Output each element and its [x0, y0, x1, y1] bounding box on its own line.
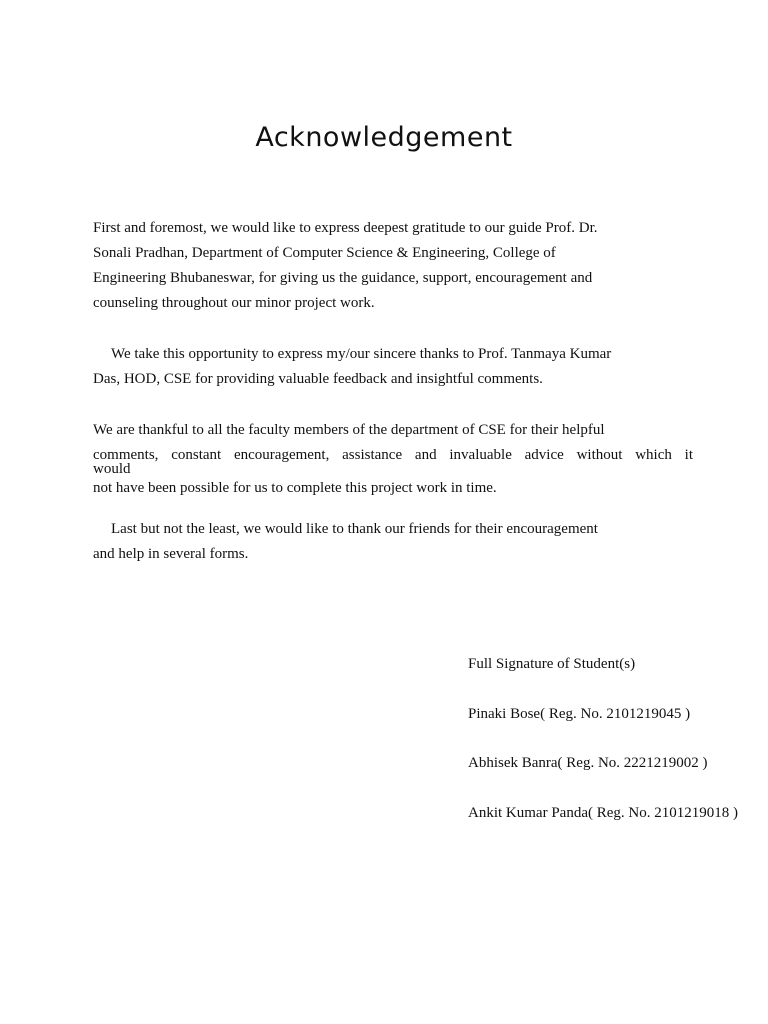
paragraph-line: Engineering Bhubaneswar, for giving us the guidance, support, encouragement and	[93, 270, 593, 286]
paragraph-line: We are thankful to all the faculty members of the department of CSE for their helpful	[93, 422, 605, 438]
student-signature: Abhisek Banra( Reg. No. 2221219002 )	[468, 755, 708, 771]
student-signature: Pinaki Bose( Reg. No. 2101219045 )	[468, 706, 691, 722]
paragraph-line: would	[93, 461, 131, 477]
paragraph-line: Last but not the least, we would like to thank our friends for their encouragement	[111, 521, 598, 537]
paragraph-friends-thanks	[93, 517, 693, 567]
paragraph-guide-thanks	[93, 216, 693, 316]
paragraph-line: and help in several forms.	[93, 546, 249, 562]
paragraph-line: Das, HOD, CSE for providing valuable feedback and insightful comments.	[93, 371, 543, 387]
paragraph-faculty-thanks	[93, 418, 693, 501]
paragraph-line: First and foremost, we would like to express deepest gratitude to our guide Prof. Dr.	[93, 220, 598, 236]
paragraph-line: We take this opportunity to express my/our sincere thanks to Prof. Tanmaya Kumar	[111, 346, 612, 362]
paragraph-line: Sonali Pradhan, Department of Computer Science & Engineering, College of	[93, 245, 556, 261]
student-signature: Ankit Kumar Panda( Reg. No. 2101219018 )	[468, 805, 738, 821]
signature-heading: Full Signature of Student(s)	[468, 656, 636, 672]
paragraph-line: counseling throughout our minor project work.	[93, 295, 375, 311]
paragraph-hod-thanks	[93, 342, 693, 392]
paragraph-line: not have been possible for us to complete this project work in time.	[93, 480, 497, 496]
page-title: Acknowledgement	[255, 122, 513, 153]
paragraph-line: comments, constant encouragement, assistance and invaluable advice without which it	[93, 447, 693, 463]
